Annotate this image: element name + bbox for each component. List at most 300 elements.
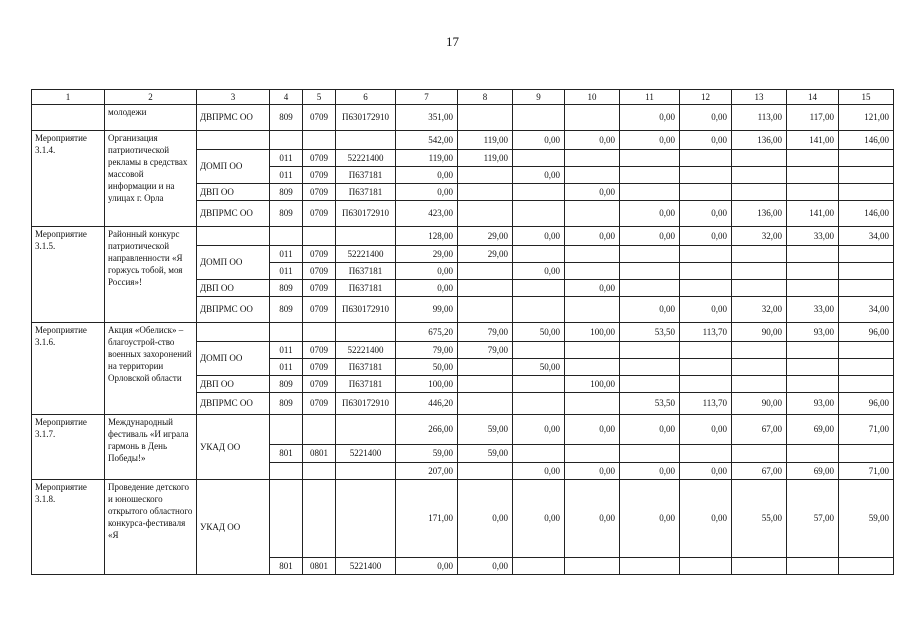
amount-cell (680, 558, 732, 575)
amount-cell: 93,00 (787, 393, 839, 415)
amount-cell (458, 297, 513, 323)
amount-cell: 141,00 (787, 131, 839, 150)
amount-cell: 59,00 (458, 445, 513, 463)
amount-cell: 57,00 (787, 480, 839, 558)
budget-code-cell: 0709 (303, 105, 336, 131)
activity-code-cell: Мероприятие 3.1.7. (32, 415, 105, 480)
amount-cell: 33,00 (787, 227, 839, 246)
amount-cell: 141,00 (787, 201, 839, 227)
amount-cell (458, 167, 513, 184)
amount-cell: 117,00 (787, 105, 839, 131)
amount-cell (458, 263, 513, 280)
budget-code-cell: 0709 (303, 167, 336, 184)
amount-cell (787, 376, 839, 393)
amount-cell (458, 184, 513, 201)
column-header: 13 (732, 90, 787, 105)
amount-cell: 93,00 (787, 323, 839, 342)
amount-cell (565, 393, 620, 415)
amount-cell (565, 150, 620, 167)
budget-code-cell: 809 (270, 184, 303, 201)
amount-cell (513, 558, 565, 575)
amount-cell: 0,00 (680, 480, 732, 558)
amount-cell: 0,00 (513, 131, 565, 150)
budget-code-cell: 0709 (303, 376, 336, 393)
column-header: 9 (513, 90, 565, 105)
budget-code-cell: П637181 (336, 376, 396, 393)
column-header: 6 (336, 90, 396, 105)
amount-cell (565, 558, 620, 575)
executor-cell: ДВПРМС ОО (197, 297, 270, 323)
amount-cell (839, 263, 894, 280)
amount-cell: 0,00 (680, 463, 732, 480)
budget-code-cell: 0709 (303, 342, 336, 359)
amount-cell: 50,00 (513, 359, 565, 376)
amount-cell: 0,00 (396, 184, 458, 201)
amount-cell (620, 342, 680, 359)
amount-cell (513, 393, 565, 415)
amount-cell (680, 184, 732, 201)
amount-cell (513, 105, 565, 131)
amount-cell (565, 445, 620, 463)
amount-cell: 50,00 (396, 359, 458, 376)
budget-code-cell: 0709 (303, 201, 336, 227)
amount-cell (839, 246, 894, 263)
amount-cell: 0,00 (513, 415, 565, 445)
amount-cell: 0,00 (620, 227, 680, 246)
amount-cell (620, 280, 680, 297)
amount-cell: 55,00 (732, 480, 787, 558)
budget-code-cell: 011 (270, 342, 303, 359)
executor-cell: ДВПРМС ОО (197, 105, 270, 131)
budget-code-cell: П637181 (336, 359, 396, 376)
amount-cell: 69,00 (787, 415, 839, 445)
amount-cell: 121,00 (839, 105, 894, 131)
amount-cell (839, 184, 894, 201)
amount-cell (565, 246, 620, 263)
amount-cell (787, 263, 839, 280)
amount-cell: 146,00 (839, 201, 894, 227)
budget-code-cell: 801 (270, 558, 303, 575)
amount-cell (680, 167, 732, 184)
budget-code-cell (270, 227, 303, 246)
amount-cell (839, 376, 894, 393)
amount-cell: 0,00 (565, 184, 620, 201)
executor-cell: УКАД ОО (197, 480, 270, 575)
table-row (32, 480, 894, 558)
amount-cell (787, 167, 839, 184)
budget-code-cell (270, 480, 303, 558)
amount-cell (732, 184, 787, 201)
activity-name-cell: Международный фестиваль «И играла гармонь в День Победы!» (105, 415, 197, 480)
budget-code-cell: 0801 (303, 558, 336, 575)
amount-cell: 29,00 (458, 227, 513, 246)
activity-code-cell: Мероприятие 3.1.8. (32, 480, 105, 575)
amount-cell: 0,00 (513, 480, 565, 558)
column-header: 14 (787, 90, 839, 105)
budget-code-cell: П637181 (336, 263, 396, 280)
amount-cell: 0,00 (513, 263, 565, 280)
amount-cell: 100,00 (565, 376, 620, 393)
amount-cell (513, 150, 565, 167)
budget-code-cell: 011 (270, 246, 303, 263)
amount-cell: 0,00 (565, 480, 620, 558)
amount-cell (732, 280, 787, 297)
amount-cell: 0,00 (680, 131, 732, 150)
amount-cell: 79,00 (396, 342, 458, 359)
amount-cell (565, 167, 620, 184)
activity-code-cell: Мероприятие 3.1.6. (32, 323, 105, 415)
executor-cell (197, 227, 270, 246)
column-header: 5 (303, 90, 336, 105)
activity-name-cell: Организация патриотической рекламы в средствах массовой информации и на улицах г. Орла (105, 131, 197, 227)
executor-cell: ДОМП ОО (197, 150, 270, 184)
budget-code-cell (336, 227, 396, 246)
budget-code-cell: 52221400 (336, 150, 396, 167)
budget-code-cell (303, 463, 336, 480)
activity-code-cell: Мероприятие 3.1.4. (32, 131, 105, 227)
amount-cell: 0,00 (680, 415, 732, 445)
amount-cell (680, 342, 732, 359)
budget-code-cell: 011 (270, 167, 303, 184)
column-header: 3 (197, 90, 270, 105)
budget-code-cell (336, 480, 396, 558)
executor-cell (197, 131, 270, 150)
amount-cell: 29,00 (396, 246, 458, 263)
amount-cell (620, 263, 680, 280)
amount-cell: 207,00 (396, 463, 458, 480)
amount-cell: 96,00 (839, 393, 894, 415)
budget-code-cell: 52221400 (336, 246, 396, 263)
activity-name-cell: Акция «Обелиск» – благоустрой-ство военных захоронений на территории Орловской области (105, 323, 197, 415)
amount-cell: 0,00 (513, 167, 565, 184)
amount-cell (620, 246, 680, 263)
budget-code-cell: 0709 (303, 297, 336, 323)
amount-cell: 351,00 (396, 105, 458, 131)
amount-cell: 29,00 (458, 246, 513, 263)
budget-code-cell (270, 323, 303, 342)
budget-code-cell: 52221400 (336, 342, 396, 359)
amount-cell: 96,00 (839, 323, 894, 342)
header-row (32, 90, 894, 105)
column-header: 11 (620, 90, 680, 105)
amount-cell: 0,00 (565, 280, 620, 297)
budget-code-cell: 5221400 (336, 558, 396, 575)
budget-code-cell (303, 415, 336, 445)
amount-cell (458, 393, 513, 415)
amount-cell (732, 246, 787, 263)
amount-cell: 136,00 (732, 201, 787, 227)
amount-cell (513, 201, 565, 227)
amount-cell (458, 105, 513, 131)
executor-cell: ДВП ОО (197, 376, 270, 393)
amount-cell: 171,00 (396, 480, 458, 558)
budget-code-cell: 809 (270, 105, 303, 131)
budget-code-cell: 809 (270, 201, 303, 227)
budget-code-cell (270, 415, 303, 445)
amount-cell (732, 263, 787, 280)
activity-code-cell: Мероприятие 3.1.5. (32, 227, 105, 323)
amount-cell: 542,00 (396, 131, 458, 150)
table-row (32, 323, 894, 342)
amount-cell: 0,00 (680, 227, 732, 246)
amount-cell: 119,00 (458, 150, 513, 167)
table-row (32, 105, 894, 131)
amount-cell (732, 445, 787, 463)
page-number: 17 (446, 34, 459, 49)
amount-cell: 67,00 (732, 463, 787, 480)
amount-cell (620, 167, 680, 184)
amount-cell (680, 359, 732, 376)
amount-cell: 113,70 (680, 393, 732, 415)
amount-cell (787, 246, 839, 263)
amount-cell: 59,00 (839, 480, 894, 558)
table-row (32, 131, 894, 150)
budget-code-cell (303, 131, 336, 150)
amount-cell: 119,00 (458, 131, 513, 150)
amount-cell (513, 280, 565, 297)
amount-cell: 90,00 (732, 323, 787, 342)
amount-cell: 0,00 (620, 463, 680, 480)
budget-code-cell (303, 480, 336, 558)
budget-code-cell: 0709 (303, 280, 336, 297)
amount-cell: 99,00 (396, 297, 458, 323)
executor-cell: ДВПРМС ОО (197, 201, 270, 227)
budget-table (31, 89, 894, 575)
amount-cell (620, 376, 680, 393)
amount-cell (513, 376, 565, 393)
amount-cell (787, 184, 839, 201)
amount-cell (513, 297, 565, 323)
amount-cell: 0,00 (620, 415, 680, 445)
amount-cell: 71,00 (839, 415, 894, 445)
budget-code-cell: П630172910 (336, 297, 396, 323)
budget-code-cell (336, 323, 396, 342)
amount-cell: 34,00 (839, 297, 894, 323)
amount-cell: 146,00 (839, 131, 894, 150)
amount-cell: 79,00 (458, 342, 513, 359)
budget-code-cell: 011 (270, 359, 303, 376)
table-row (32, 227, 894, 246)
amount-cell (680, 376, 732, 393)
amount-cell: 128,00 (396, 227, 458, 246)
amount-cell (839, 150, 894, 167)
amount-cell: 34,00 (839, 227, 894, 246)
amount-cell: 0,00 (513, 227, 565, 246)
amount-cell (680, 263, 732, 280)
amount-cell (839, 342, 894, 359)
amount-cell: 100,00 (396, 376, 458, 393)
column-header: 12 (680, 90, 732, 105)
column-header: 1 (32, 90, 105, 105)
executor-cell: ДВПРМС ОО (197, 393, 270, 415)
executor-cell (197, 323, 270, 342)
amount-cell: 32,00 (732, 297, 787, 323)
amount-cell (680, 246, 732, 263)
amount-cell: 53,50 (620, 393, 680, 415)
budget-code-cell: 809 (270, 393, 303, 415)
budget-code-cell: 809 (270, 376, 303, 393)
amount-cell: 32,00 (732, 227, 787, 246)
amount-cell: 69,00 (787, 463, 839, 480)
table-row (32, 415, 894, 445)
amount-cell (458, 280, 513, 297)
amount-cell: 0,00 (620, 131, 680, 150)
column-header: 2 (105, 90, 197, 105)
amount-cell (732, 359, 787, 376)
amount-cell (620, 150, 680, 167)
amount-cell: 0,00 (620, 297, 680, 323)
amount-cell: 675,20 (396, 323, 458, 342)
budget-code-cell: 011 (270, 150, 303, 167)
amount-cell: 0,00 (620, 201, 680, 227)
budget-code-cell: 801 (270, 445, 303, 463)
amount-cell: 71,00 (839, 463, 894, 480)
budget-code-cell: П637181 (336, 280, 396, 297)
activity-name-cell: Районный конкурс патриотической направленности «Я горжусь тобой, моя Россия»! (105, 227, 197, 323)
budget-code-cell (270, 131, 303, 150)
amount-cell: 119,00 (396, 150, 458, 167)
column-header: 10 (565, 90, 620, 105)
budget-code-cell (336, 415, 396, 445)
budget-code-cell: 0709 (303, 150, 336, 167)
amount-cell: 423,00 (396, 201, 458, 227)
amount-cell (680, 150, 732, 167)
amount-cell (732, 167, 787, 184)
amount-cell (732, 376, 787, 393)
budget-code-cell: П630172910 (336, 393, 396, 415)
amount-cell (680, 280, 732, 297)
amount-cell (565, 105, 620, 131)
amount-cell: 136,00 (732, 131, 787, 150)
amount-cell (565, 342, 620, 359)
amount-cell: 0,00 (396, 280, 458, 297)
executor-cell: ДОМП ОО (197, 246, 270, 280)
budget-code-cell: 011 (270, 263, 303, 280)
amount-cell: 53,50 (620, 323, 680, 342)
column-header: 15 (839, 90, 894, 105)
amount-cell: 33,00 (787, 297, 839, 323)
amount-cell: 0,00 (565, 131, 620, 150)
amount-cell (787, 558, 839, 575)
amount-cell (732, 342, 787, 359)
budget-code-cell: 0709 (303, 263, 336, 280)
amount-cell (787, 359, 839, 376)
amount-cell: 113,70 (680, 323, 732, 342)
amount-cell (787, 445, 839, 463)
amount-cell (513, 246, 565, 263)
budget-code-cell: П637181 (336, 167, 396, 184)
amount-cell (513, 184, 565, 201)
amount-cell (620, 558, 680, 575)
amount-cell: 0,00 (620, 480, 680, 558)
amount-cell: 50,00 (513, 323, 565, 342)
amount-cell: 266,00 (396, 415, 458, 445)
amount-cell (839, 167, 894, 184)
amount-cell: 100,00 (565, 323, 620, 342)
budget-code-cell: 5221400 (336, 445, 396, 463)
amount-cell (513, 342, 565, 359)
amount-cell: 59,00 (458, 415, 513, 445)
amount-cell (732, 558, 787, 575)
amount-cell: 0,00 (565, 227, 620, 246)
budget-code-cell (336, 463, 396, 480)
amount-cell: 0,00 (513, 463, 565, 480)
budget-code-cell (270, 463, 303, 480)
amount-cell: 0,00 (565, 463, 620, 480)
executor-cell: ДВП ОО (197, 280, 270, 297)
budget-code-cell: 0709 (303, 359, 336, 376)
amount-cell: 0,00 (680, 201, 732, 227)
activity-name-cell: Проведение детского и юношеского открытого областного конкурса-фестиваля «Я (105, 480, 197, 575)
amount-cell (839, 558, 894, 575)
budget-code-cell: 0709 (303, 184, 336, 201)
amount-cell: 113,00 (732, 105, 787, 131)
column-header: 7 (396, 90, 458, 105)
amount-cell (839, 280, 894, 297)
executor-cell: ДОМП ОО (197, 342, 270, 376)
column-header: 8 (458, 90, 513, 105)
amount-cell: 0,00 (680, 297, 732, 323)
amount-cell (680, 445, 732, 463)
amount-cell: 0,00 (680, 105, 732, 131)
amount-cell (565, 201, 620, 227)
amount-cell: 59,00 (396, 445, 458, 463)
amount-cell (620, 359, 680, 376)
column-header: 4 (270, 90, 303, 105)
amount-cell (787, 342, 839, 359)
amount-cell (458, 463, 513, 480)
amount-cell: 0,00 (396, 558, 458, 575)
amount-cell: 0,00 (565, 415, 620, 445)
amount-cell (787, 150, 839, 167)
amount-cell (620, 445, 680, 463)
budget-code-cell: 809 (270, 280, 303, 297)
amount-cell (839, 445, 894, 463)
amount-cell (458, 359, 513, 376)
amount-cell: 0,00 (396, 167, 458, 184)
amount-cell (565, 297, 620, 323)
budget-code-cell (303, 323, 336, 342)
budget-code-cell: П637181 (336, 184, 396, 201)
amount-cell (565, 263, 620, 280)
budget-code-cell: П630172910 (336, 201, 396, 227)
amount-cell (787, 280, 839, 297)
amount-cell: 79,00 (458, 323, 513, 342)
budget-code-cell (303, 227, 336, 246)
amount-cell: 0,00 (458, 558, 513, 575)
executor-cell: ДВП ОО (197, 184, 270, 201)
budget-code-cell: 0801 (303, 445, 336, 463)
budget-code-cell: 0709 (303, 393, 336, 415)
amount-cell (839, 359, 894, 376)
amount-cell: 0,00 (396, 263, 458, 280)
activity-name-cell: молодежи (105, 105, 197, 131)
budget-code-cell: П630172910 (336, 105, 396, 131)
budget-code-cell: 0709 (303, 246, 336, 263)
amount-cell: 67,00 (732, 415, 787, 445)
executor-cell: УКАД ОО (197, 415, 270, 480)
budget-code-cell: 809 (270, 297, 303, 323)
amount-cell (732, 150, 787, 167)
amount-cell (458, 201, 513, 227)
amount-cell: 90,00 (732, 393, 787, 415)
amount-cell (620, 184, 680, 201)
amount-cell: 0,00 (458, 480, 513, 558)
budget-code-cell (336, 131, 396, 150)
amount-cell (458, 376, 513, 393)
activity-code-cell (32, 105, 105, 131)
amount-cell: 446,20 (396, 393, 458, 415)
